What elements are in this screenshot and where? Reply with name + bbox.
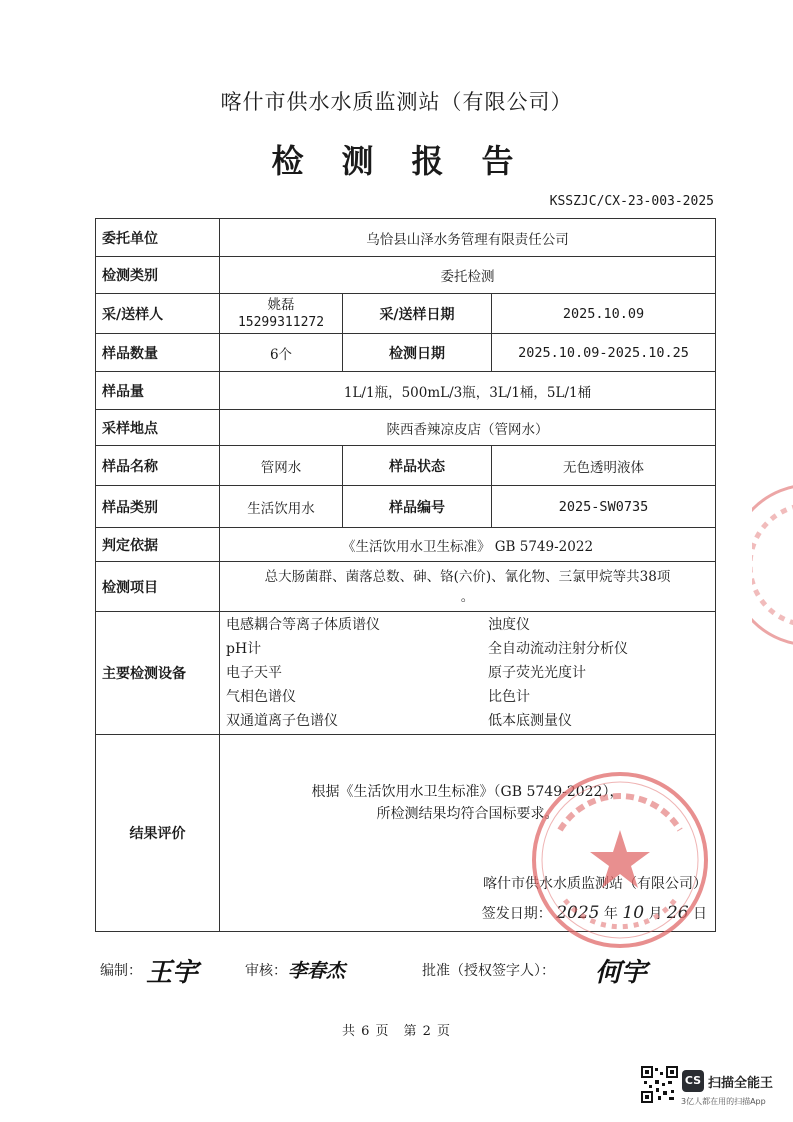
items-line-1: 总大肠菌群、菌落总数、砷、铬(六价)、氰化物、三氯甲烷等共38项 xyxy=(264,568,671,585)
location-value: 陕西香辣凉皮店（管网水） xyxy=(220,410,716,446)
camscanner-logo-icon: CS xyxy=(682,1070,704,1092)
equipment-item: 浊度仪 xyxy=(488,617,530,633)
table-row xyxy=(96,528,716,562)
page-number: 共 6 页 第 2 页 xyxy=(341,1024,452,1039)
sample-name-label: 样品名称 xyxy=(96,446,220,486)
basis-label: 判定依据 xyxy=(96,528,220,562)
issuer-name: 喀什市供水水质监测站（有限公司） xyxy=(483,876,708,892)
table-row xyxy=(96,562,716,612)
table-row xyxy=(96,334,716,372)
compiler-signature: 王宇 xyxy=(146,958,199,988)
basis-value: 《生活饮用水卫生标准》 GB 5749-2022 xyxy=(220,528,716,562)
issue-year-unit: 年 xyxy=(603,906,618,922)
test-date-value: 2025.10.09-2025.10.25 xyxy=(492,334,716,372)
compiler-label: 编制： xyxy=(100,963,142,979)
sampler-phone: 15299311272 xyxy=(237,314,325,330)
client-value: 乌恰县山泽水务管理有限责任公司 xyxy=(220,219,716,257)
test-date-label: 检测日期 xyxy=(343,334,492,372)
sample-state-value: 无色透明液体 xyxy=(492,446,716,486)
sample-amount-value: 1L/1瓶，500mL/3瓶，3L/1桶，5L/1桶 xyxy=(220,372,716,410)
sample-code-value: 2025-SW0735 xyxy=(492,486,716,528)
client-label: 委托单位 xyxy=(96,219,220,257)
table-row xyxy=(96,410,716,446)
equipment-item: 双通道离子色谱仪 xyxy=(226,713,338,729)
equipment-item: 原子荧光光度计 xyxy=(488,665,586,681)
table-row xyxy=(96,257,716,294)
sample-code-label: 样品编号 xyxy=(343,486,492,528)
equipment-item: 电子天平 xyxy=(226,665,282,681)
reviewer-label: 审核： xyxy=(245,963,287,979)
table-row xyxy=(96,219,716,257)
sample-category-label: 样品类别 xyxy=(96,486,220,528)
issue-month: 10 xyxy=(622,903,645,923)
sample-category-value: 生活饮用水 xyxy=(220,486,343,528)
test-type-label: 检测类别 xyxy=(96,257,220,294)
equipment-item: 电感耦合等离子体质谱仪 xyxy=(226,617,380,633)
conclusion-label: 结果评价 xyxy=(96,735,220,932)
conclusion-line-2: 所检测结果均符合国标要求。 xyxy=(376,806,559,822)
test-type-value: 委托检测 xyxy=(220,257,716,294)
document-title: 检测报告 xyxy=(271,142,552,180)
table-row xyxy=(96,486,716,528)
sampling-date-label: 采/送样日期 xyxy=(343,294,492,334)
location-label: 采样地点 xyxy=(96,410,220,446)
camscanner-tagline: 3亿人都在用的扫描App xyxy=(681,1097,766,1106)
sample-count-value: 6个 xyxy=(220,334,343,372)
issue-day-unit: 日 xyxy=(693,906,708,922)
issue-year: 2025 xyxy=(556,903,600,923)
approver-label: 批准（授权签字人）： xyxy=(422,963,555,979)
table-row xyxy=(96,372,716,410)
sample-name-value: 管网水 xyxy=(220,446,343,486)
table-row xyxy=(96,446,716,486)
issue-month-unit: 月 xyxy=(648,906,663,922)
report-number: KSSZJC/CX-23-003-2025 xyxy=(549,194,714,209)
equipment-item: 气相色谱仪 xyxy=(226,689,296,705)
issue-date-label: 签发日期： xyxy=(481,906,552,922)
table-row xyxy=(96,612,716,735)
sampler-name: 姚磊 xyxy=(267,296,295,313)
equipment-list xyxy=(220,612,716,735)
items-line-2: 。 xyxy=(460,588,475,605)
conclusion-line-1: 根据《生活饮用水卫生标准》（GB 5749-2022）， xyxy=(311,784,624,800)
qr-code-icon xyxy=(641,1066,678,1103)
org-title: 喀什市供水水质监测站（有限公司） xyxy=(220,90,573,114)
camscanner-name: 扫描全能王 xyxy=(708,1076,774,1091)
reviewer-signature: 李春杰 xyxy=(288,960,346,982)
signature-row xyxy=(100,952,720,992)
equipment-item: 比色计 xyxy=(488,689,530,705)
table-row xyxy=(96,294,716,334)
issue-day: 26 xyxy=(666,903,689,923)
sampling-date-value: 2025.10.09 xyxy=(492,294,716,334)
approver-signature: 何宇 xyxy=(595,958,648,988)
items-label: 检测项目 xyxy=(96,562,220,612)
sample-state-label: 样品状态 xyxy=(343,446,492,486)
equipment-item: 低本底测量仪 xyxy=(488,713,572,729)
edge-seal-icon xyxy=(752,475,793,655)
equipment-item: 全自动流动注射分析仪 xyxy=(488,641,628,657)
official-seal-icon xyxy=(520,760,720,960)
sample-amount-label: 样品量 xyxy=(96,372,220,410)
sampler-value xyxy=(220,294,343,334)
sampler-label: 采/送样人 xyxy=(96,294,220,334)
equipment-label: 主要检测设备 xyxy=(96,612,220,735)
sample-count-label: 样品数量 xyxy=(96,334,220,372)
equipment-item: pH计 xyxy=(226,641,262,657)
items-value xyxy=(220,562,716,612)
